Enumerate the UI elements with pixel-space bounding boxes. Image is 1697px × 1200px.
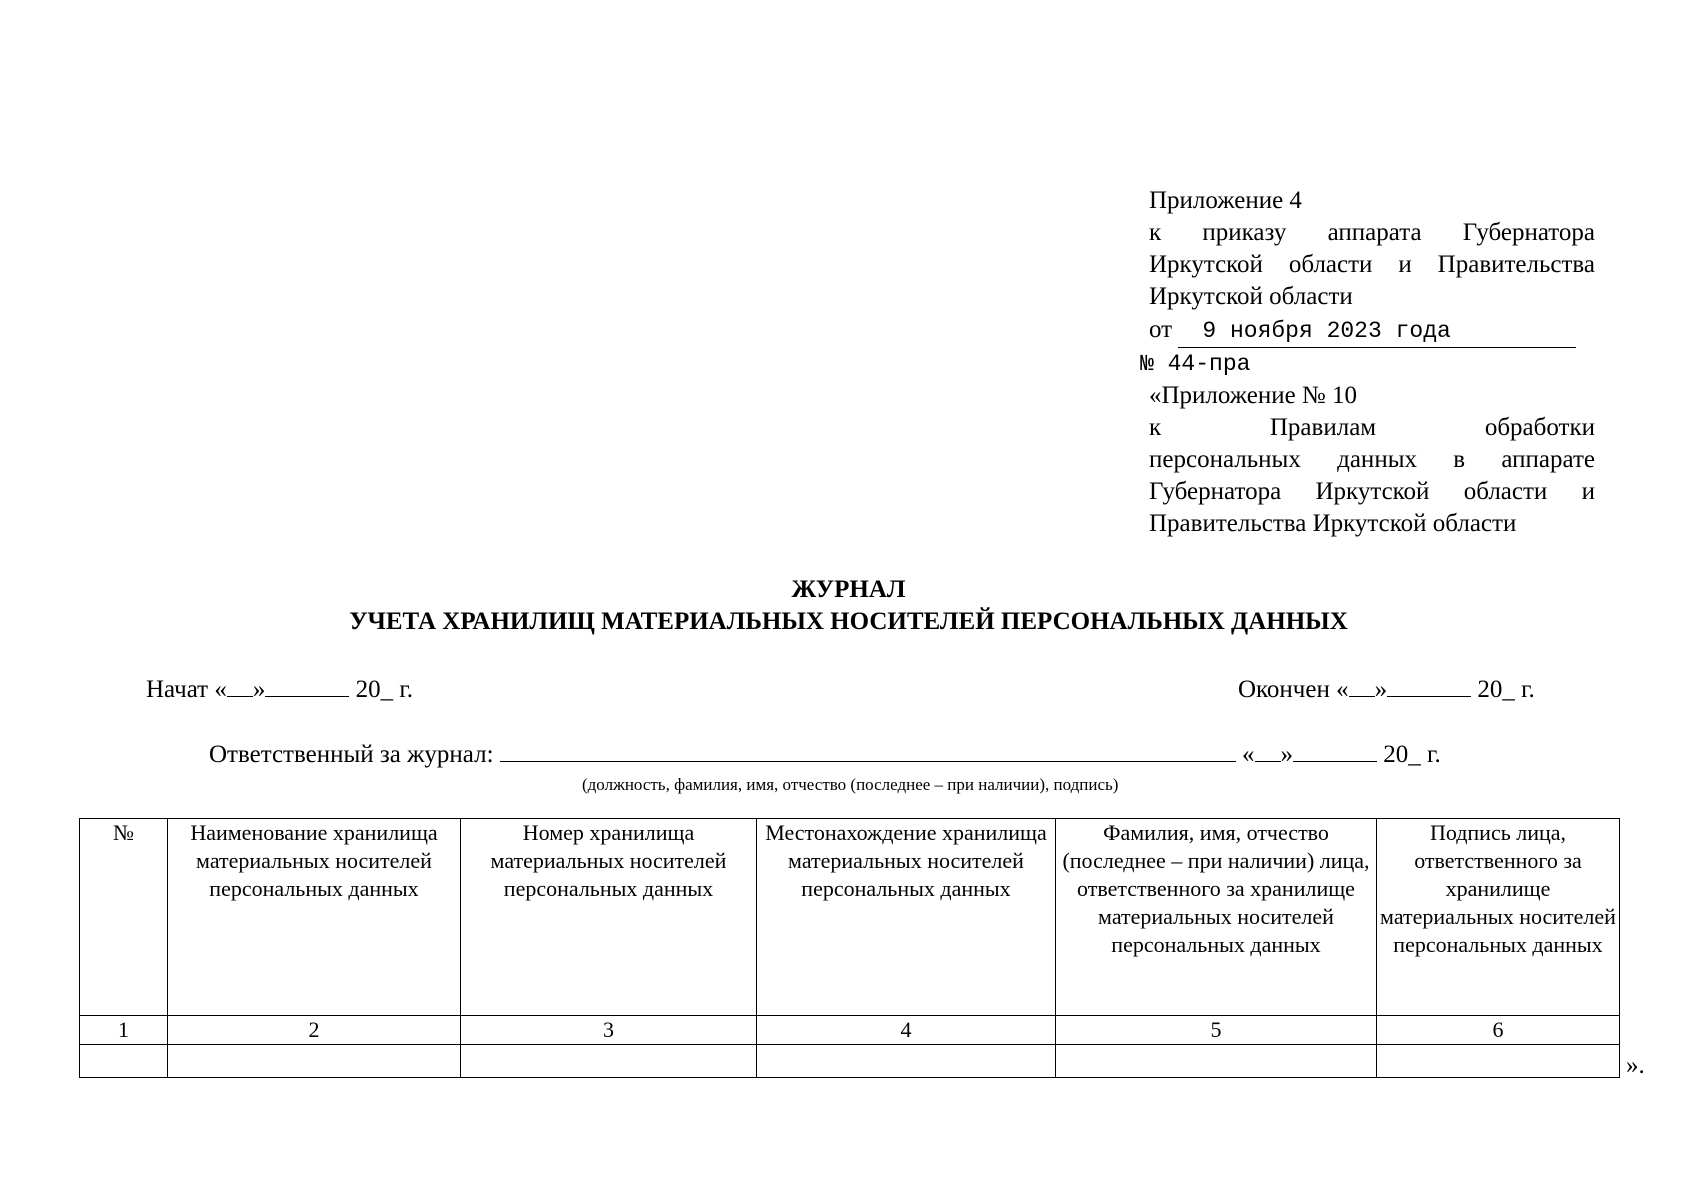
appendix-line-11: Правительства Иркутской области xyxy=(1149,510,1517,537)
column-number-3: 3 xyxy=(461,1016,757,1045)
journal-subtitle: УЧЕТА ХРАНИЛИЩ МАТЕРИАЛЬНЫХ НОСИТЕЛЕЙ ПЕРСОНАЛЬНЫХ ДАННЫХ xyxy=(349,608,1348,635)
header-number: № xyxy=(80,819,168,1016)
column-number-1: 1 xyxy=(80,1016,168,1045)
appendix-line-9: персональных данных в аппарате xyxy=(1149,446,1595,473)
ended-day-blank xyxy=(1349,674,1375,697)
column-number-5: 5 xyxy=(1056,1016,1377,1045)
ended-year: 20_ г. xyxy=(1477,676,1535,703)
responsible-date-open: « xyxy=(1242,741,1255,768)
table-header-row xyxy=(80,819,1620,1016)
table-cell xyxy=(1056,1045,1377,1078)
responsible-label: Ответственный за журнал: xyxy=(209,741,494,768)
closing-quote: ». xyxy=(1626,1052,1645,1079)
table-cell xyxy=(461,1045,757,1078)
column-number-2: 2 xyxy=(168,1016,461,1045)
started-year: 20_ г. xyxy=(355,676,414,703)
header-storage-location: Местонахождение хранилища материальных носителей персональных данных xyxy=(757,819,1056,1016)
order-date: 9 ноября 2023 года xyxy=(1178,315,1576,348)
appendix-line-4: Иркутской области xyxy=(1149,283,1353,310)
ended-label: Окончен « xyxy=(1238,676,1349,703)
date-prefix: от xyxy=(1149,316,1173,343)
appendix-line-1: Приложение 4 xyxy=(1149,187,1302,214)
header-responsible-name: Фамилия, имя, отчество (последнее – при наличии) лица, ответственного за хранилище материальных носителей персональных данных xyxy=(1056,819,1377,1016)
table-cell xyxy=(168,1045,461,1078)
order-number: № 44-пра xyxy=(1140,351,1251,377)
ended-quote: » xyxy=(1374,676,1388,703)
header-storage-name: Наименование хранилища материальных носителей персональных данных xyxy=(168,819,461,1016)
started-label: Начат « xyxy=(146,676,227,703)
responsible-line xyxy=(209,739,1441,771)
table-cell xyxy=(757,1045,1056,1078)
ended-date xyxy=(1238,674,1535,706)
table-row xyxy=(80,1045,1620,1078)
table-numbering-row xyxy=(80,1016,1620,1045)
header-responsible-signature: Подпись лица, ответственного за хранилище материальных носителей персональных данных xyxy=(1377,819,1620,1016)
responsible-day-blank xyxy=(1255,739,1281,762)
appendix-line-3: Иркутской области и Правительства xyxy=(1149,251,1595,278)
responsible-note: (должность, фамилия, имя, отчество (последнее – при наличии), подпись) xyxy=(582,775,1119,794)
header-storage-number: Номер хранилища материальных носителей персональных данных xyxy=(461,819,757,1016)
started-quote: » xyxy=(252,676,266,703)
journal-table xyxy=(79,818,1620,1078)
journal-title: ЖУРНАЛ xyxy=(791,576,906,603)
appendix-line-7: «Приложение № 10 xyxy=(1149,382,1358,409)
table-cell xyxy=(1377,1045,1620,1078)
appendix-line-8: к Правилам обработки xyxy=(1149,414,1595,441)
ended-month-blank xyxy=(1387,674,1471,697)
responsible-year: 20_ г. xyxy=(1383,741,1441,768)
started-day-blank xyxy=(227,674,253,697)
column-number-6: 6 xyxy=(1377,1016,1620,1045)
responsible-date-mid: » xyxy=(1280,741,1294,768)
started-month-blank xyxy=(265,674,349,697)
appendix-date-line xyxy=(1149,314,1576,348)
appendix-line-2: к приказу аппарата Губернатора xyxy=(1149,219,1595,246)
column-number-4: 4 xyxy=(757,1016,1056,1045)
appendix-line-10: Губернатора Иркутской области и xyxy=(1149,478,1595,505)
started-date xyxy=(146,674,413,706)
responsible-signature-blank xyxy=(500,739,1236,762)
responsible-month-blank xyxy=(1293,739,1377,762)
table-cell xyxy=(80,1045,168,1078)
